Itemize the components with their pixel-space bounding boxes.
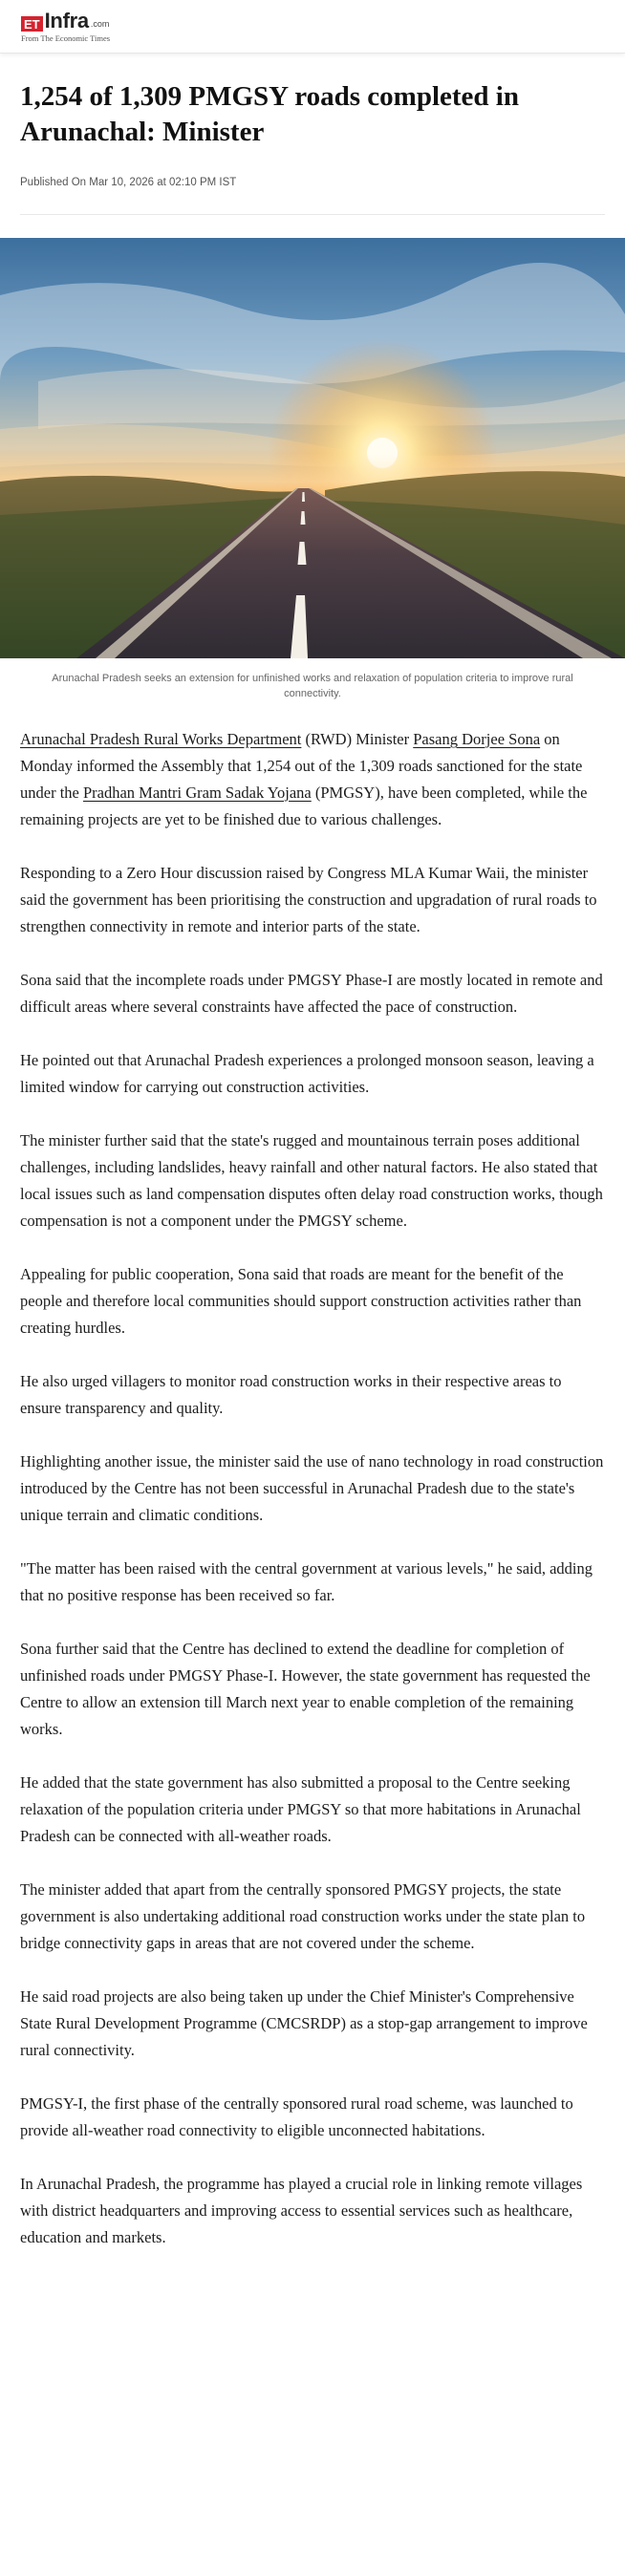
article-paragraph: He said road projects are also being taken up under the Chief Minister's Comprehensive State Rural Development Programme (CMCSRDP) as a stop-gap arrangement to improve rural connectivity. (20, 1987, 588, 2059)
logo-et-badge: ET (21, 16, 43, 32)
article-paragraph: Sona further said that the Centre has declined to extend the deadline for completion of unfinished roads under PMGSY Phase-I. However, the state government has requested the Centre to allow an extension till March next year to enable completion of the remaining works. (20, 1640, 591, 1738)
logo-domain: .com (90, 18, 110, 29)
article-paragraph: The minister further said that the state's rugged and mountainous terrain poses additional challenges, including landslides, heavy rainfall and other natural factors. He also stated that local issues such as land compensation disputes often delay road construction works, though compensation is not a component under the PMGSY scheme. (20, 1131, 603, 1230)
hero-image (0, 238, 625, 658)
article-paragraph: In Arunachal Pradesh, the programme has played a crucial role in linking remote villages with district headquarters and improving access to essential services such as healthcare, education and markets. (20, 2175, 583, 2246)
article-paragraph: Highlighting another issue, the minister said the use of nano technology in road construction introduced by the Centre has not been successful in Arunachal Pradesh due to the state's unique terrain and climatic conditions. (20, 1452, 604, 1524)
link-pmgsy[interactable]: Pradhan Mantri Gram Sadak Yojana (82, 784, 312, 802)
site-logo[interactable] (21, 8, 111, 43)
article-paragraph: "The matter has been raised with the central government at various levels," he said, adding that no positive response has been received so far. (20, 1559, 593, 1604)
article-paragraph: He added that the state government has also submitted a proposal to the Centre seeking relaxation of the population criteria under PMGSY so that more habitations in Arunachal Pradesh can be connected with all-weather roads. (20, 1773, 581, 1845)
article-paragraph: He also urged villagers to monitor road construction works in their respective areas to ensure transparency and quality. (20, 1372, 562, 1417)
article-body (0, 726, 625, 2251)
article-paragraph: Responding to a Zero Hour discussion raised by Congress MLA Kumar Waii, the minister said the government has been prioritising the construction and upgradation of rural roads to strengthen connectivity in remote and interior parts of the state. (20, 864, 597, 935)
article (0, 79, 625, 2251)
image-caption: Arunachal Pradesh seeks an extension for unfinished works and relaxation of population criteria to improve rural connectivity. (52, 673, 573, 699)
divider (20, 214, 605, 215)
article-paragraph: The minister added that apart from the centrally sponsored PMGSY projects, the state government is also undertaking additional road construction works under the state plan to bridge connectivity gaps in areas that are not covered under the scheme. (20, 1880, 586, 1952)
paragraph-text: on Monday informed the Assembly that 1,254 out of the 1,309 roads sanctioned for the state under the (20, 730, 583, 802)
article-paragraph: Sona said that the incomplete roads under PMGSY Phase-I are mostly located in remote and difficult areas where several constraints have affected the pace of construction. (20, 971, 603, 1016)
article-paragraph: PMGSY-I, the first phase of the centrally sponsored rural road scheme, was launched to provide all-weather road connectivity to eligible unconnected habitations. (20, 2094, 573, 2139)
paragraph-text: (PMGSY), have been completed, while the remaining projects are yet to be finished due to various challenges. (20, 784, 588, 828)
site-header (0, 0, 625, 54)
article-paragraph: Appealing for public cooperation, Sona said that roads are meant for the benefit of the people and therefore local communities should support construction activities rather than creating hurdles. (20, 1265, 582, 1337)
road-sunset-illustration (0, 238, 625, 658)
link-pasang-dorjee-sona[interactable]: Pasang Dorjee Sona (413, 730, 541, 748)
article-paragraph: He pointed out that Arunachal Pradesh experiences a prolonged monsoon season, leaving a limited window for carrying out construction activities. (20, 1051, 594, 1096)
published-date: Published On Mar 10, 2026 at 02:10 PM IST (20, 177, 237, 188)
link-rural-works-department[interactable]: Arunachal Pradesh Rural Works Department (20, 730, 302, 748)
article-title: 1,254 of 1,309 PMGSY roads completed in Arunachal: Minister (20, 81, 519, 147)
logo-wordmark: Infra (44, 8, 89, 32)
paragraph-text: (RWD) Minister (301, 730, 414, 748)
article-paragraph (20, 726, 605, 833)
logo-tagline: From The Economic Times (21, 32, 111, 43)
